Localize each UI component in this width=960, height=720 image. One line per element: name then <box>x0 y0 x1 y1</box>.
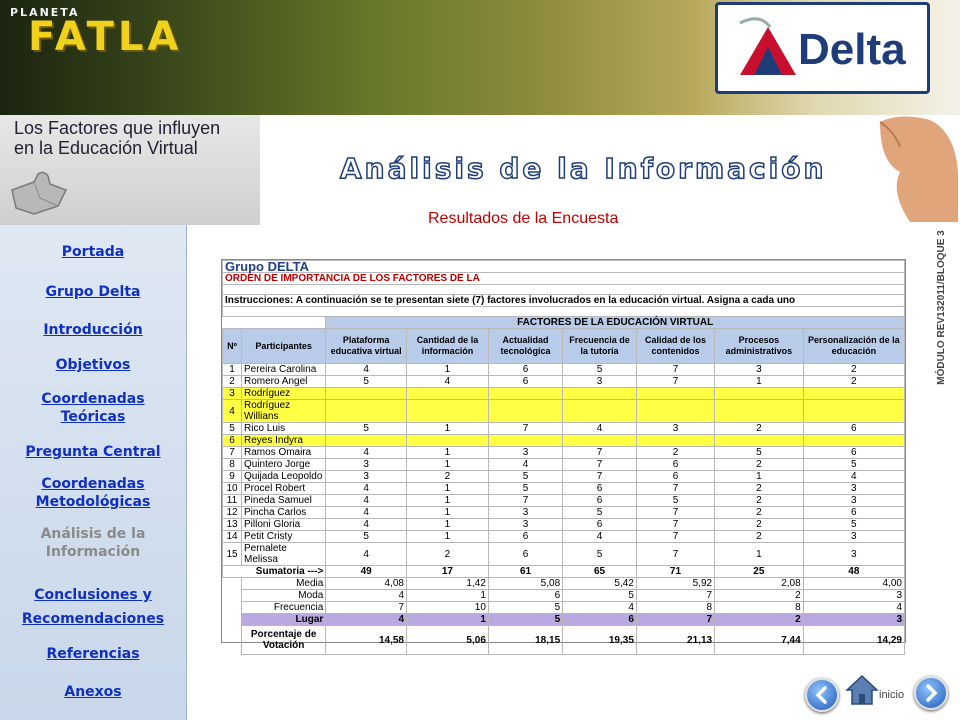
sum-cell: 25 <box>715 566 804 578</box>
percentage-cell: 14,29 <box>803 626 904 655</box>
sum-cell: 61 <box>488 566 562 578</box>
stat-cell: 4,08 <box>326 578 407 590</box>
col-header-no: Nº <box>223 329 242 364</box>
score-cell: 4 <box>326 519 407 531</box>
stat-cell: 1,42 <box>407 578 489 590</box>
score-cell: 3 <box>326 471 407 483</box>
stat-label: Media <box>242 578 326 590</box>
nav-coordenadas-metodologicas[interactable] <box>0 475 186 511</box>
blank-cell <box>223 626 242 655</box>
stat-cell: 1 <box>407 614 489 626</box>
factors-header: FACTORES DE LA EDUCACIÓN VIRTUAL <box>326 317 905 329</box>
participant-row <box>223 364 905 376</box>
score-cell: 7 <box>636 364 714 376</box>
stat-cell: 6 <box>488 590 562 602</box>
participant-name: Pineda Samuel <box>242 495 326 507</box>
col-header-factor: Cantidad de la información <box>407 329 489 364</box>
percentage-label-line: Votación <box>262 640 305 651</box>
score-cell: 6 <box>803 507 904 519</box>
score-cell: 6 <box>636 459 714 471</box>
score-cell: 7 <box>636 531 714 543</box>
score-cell: 6 <box>488 543 562 566</box>
participant-row <box>223 435 905 447</box>
score-cell: 3 <box>488 507 562 519</box>
chevron-right-icon <box>923 684 939 702</box>
participant-row <box>223 519 905 531</box>
participant-name: Pereira Carolina <box>242 364 326 376</box>
score-cell: 4 <box>803 471 904 483</box>
stat-cell: 5,42 <box>563 578 637 590</box>
score-cell: 6 <box>488 364 562 376</box>
stat-cell: 4 <box>326 614 407 626</box>
participant-name: Procel Robert <box>242 483 326 495</box>
nav-coordenadas-teoricas[interactable] <box>0 390 186 426</box>
sum-cell: 17 <box>407 566 489 578</box>
nav-label-line: Teóricas <box>60 409 126 425</box>
score-cell <box>636 435 714 447</box>
score-cell <box>563 388 637 400</box>
score-cell: 7 <box>563 459 637 471</box>
stat-cell: 7 <box>636 614 714 626</box>
stat-cell: 10 <box>407 602 489 614</box>
score-cell: 3 <box>326 459 407 471</box>
percentage-row <box>223 626 905 655</box>
stat-cell: 3 <box>803 614 904 626</box>
score-cell: 3 <box>715 364 804 376</box>
score-cell: 7 <box>636 376 714 388</box>
score-cell: 6 <box>803 423 904 435</box>
stat-cell: 7 <box>326 602 407 614</box>
stat-cell: 5,08 <box>488 578 562 590</box>
score-cell: 1 <box>407 483 489 495</box>
participant-name: Romero Angel <box>242 376 326 388</box>
stat-cell: 4 <box>326 590 407 602</box>
score-cell: 5 <box>803 519 904 531</box>
stat-cell: 4 <box>563 602 637 614</box>
participant-row <box>223 423 905 435</box>
score-cell <box>715 400 804 423</box>
participant-name: Quintero Jorge <box>242 459 326 471</box>
score-cell <box>326 400 407 423</box>
participant-row <box>223 471 905 483</box>
nav-label-line: Recomendaciones <box>21 611 165 627</box>
nav-portada[interactable]: Portada <box>61 244 125 260</box>
score-cell: 3 <box>636 423 714 435</box>
participant-row <box>223 459 905 471</box>
score-cell: 1 <box>407 423 489 435</box>
score-cell: 4 <box>563 423 637 435</box>
score-cell: 2 <box>407 471 489 483</box>
nav-grupo-delta[interactable]: Grupo Delta <box>45 284 141 300</box>
score-cell <box>803 435 904 447</box>
delta-logo-text: Delta <box>798 25 906 74</box>
score-cell: 3 <box>803 543 904 566</box>
score-cell: 1 <box>407 531 489 543</box>
stat-cell: 5 <box>563 590 637 602</box>
score-cell: 5 <box>563 543 637 566</box>
percentage-cell: 19,35 <box>563 626 637 655</box>
score-cell <box>715 388 804 400</box>
row-number: 3 <box>223 388 242 400</box>
percentage-cell: 7,44 <box>715 626 804 655</box>
score-cell: 3 <box>488 519 562 531</box>
sum-label: Sumatoria ---> <box>223 566 326 578</box>
stat-row <box>223 590 905 602</box>
col-header-participants: Participantes <box>242 329 326 364</box>
score-cell: 6 <box>563 483 637 495</box>
score-cell <box>326 388 407 400</box>
score-cell: 5 <box>326 423 407 435</box>
next-button[interactable] <box>914 676 948 710</box>
sum-cell: 65 <box>563 566 637 578</box>
stat-cell: 2 <box>715 590 804 602</box>
row-number: 6 <box>223 435 242 447</box>
score-cell: 2 <box>715 423 804 435</box>
spacer-row <box>223 285 905 295</box>
module-code <box>935 222 958 402</box>
score-cell: 5 <box>715 447 804 459</box>
row-number: 14 <box>223 531 242 543</box>
participant-row <box>223 400 905 423</box>
participant-name: Pernalete Melissa <box>242 543 326 566</box>
row-number: 9 <box>223 471 242 483</box>
score-cell: 2 <box>803 364 904 376</box>
col-header-factor: Personalización de la educación <box>803 329 904 364</box>
stat-cell: 5,92 <box>636 578 714 590</box>
brand-logo: FATLA <box>28 14 183 60</box>
score-cell: 2 <box>715 531 804 543</box>
module-code-text: MÓDULO REV132011/BLOQUE 3 <box>935 230 947 385</box>
score-cell: 2 <box>407 543 489 566</box>
stat-cell: 2,08 <box>715 578 804 590</box>
participant-name: Reyes Indyra <box>242 435 326 447</box>
stat-row <box>223 602 905 614</box>
score-cell: 2 <box>715 459 804 471</box>
score-cell: 4 <box>326 543 407 566</box>
hand-icon <box>870 112 960 222</box>
score-cell: 4 <box>488 459 562 471</box>
participant-row <box>223 388 905 400</box>
score-cell: 1 <box>407 459 489 471</box>
participant-name: Pilloni Gloria <box>242 519 326 531</box>
row-number: 5 <box>223 423 242 435</box>
row-number: 4 <box>223 400 242 423</box>
score-cell: 7 <box>636 483 714 495</box>
percentage-cell: 5,06 <box>407 626 489 655</box>
score-cell: 1 <box>715 376 804 388</box>
home-icon[interactable] <box>845 674 879 706</box>
results-table <box>222 260 905 655</box>
row-number: 2 <box>223 376 242 388</box>
blank-cell <box>223 602 242 614</box>
score-cell <box>563 435 637 447</box>
stat-label: Frecuencia <box>242 602 326 614</box>
stat-cell: 8 <box>715 602 804 614</box>
participant-name: Petit Cristy <box>242 531 326 543</box>
sheet-group-title: Grupo DELTA <box>223 261 905 273</box>
stat-cell: 5 <box>488 614 562 626</box>
nav-label-line: Análisis de la <box>40 526 146 542</box>
score-cell <box>407 388 489 400</box>
home-label[interactable]: inicio <box>879 689 905 701</box>
stat-label: Lugar <box>242 614 326 626</box>
score-cell: 3 <box>803 483 904 495</box>
score-cell: 6 <box>803 447 904 459</box>
sum-cell: 49 <box>326 566 407 578</box>
score-cell: 7 <box>488 495 562 507</box>
participant-row <box>223 376 905 388</box>
score-cell <box>407 400 489 423</box>
score-cell <box>803 388 904 400</box>
stat-cell: 4 <box>803 602 904 614</box>
row-number: 1 <box>223 364 242 376</box>
score-cell: 5 <box>326 376 407 388</box>
page-subtitle: Resultados de la Encuesta <box>428 210 619 227</box>
score-cell: 1 <box>407 507 489 519</box>
score-cell: 7 <box>563 447 637 459</box>
row-number: 15 <box>223 543 242 566</box>
score-cell: 5 <box>803 459 904 471</box>
score-cell: 5 <box>326 531 407 543</box>
score-cell: 6 <box>563 519 637 531</box>
participant-row <box>223 531 905 543</box>
col-header-factor: Plataforma educativa virtual <box>326 329 407 364</box>
score-cell: 4 <box>407 376 489 388</box>
score-cell: 5 <box>488 471 562 483</box>
stat-cell: 2 <box>715 614 804 626</box>
nav-label-line: Información <box>45 544 141 560</box>
score-cell: 4 <box>326 495 407 507</box>
blank-cell <box>223 590 242 602</box>
row-number: 8 <box>223 459 242 471</box>
delta-logo <box>715 2 930 94</box>
sum-cell: 48 <box>803 566 904 578</box>
col-header-factor: Actualidad tecnológica <box>488 329 562 364</box>
puzzle-icon <box>4 170 74 220</box>
nav-label-line: Coordenadas <box>41 391 145 407</box>
course-title-line1: Los Factores que influyen <box>14 118 221 138</box>
score-cell: 6 <box>563 495 637 507</box>
score-cell: 3 <box>563 376 637 388</box>
sheet-instructions: Instrucciones: A continuación se te presentan siete (7) factores involucrados en la educación virtual. Asigna a cada uno <box>223 295 905 307</box>
score-cell: 1 <box>407 364 489 376</box>
nav-conclusiones[interactable] <box>0 583 186 631</box>
participant-name: Ramos Omaira <box>242 447 326 459</box>
stat-cell: 1 <box>407 590 489 602</box>
score-cell: 2 <box>715 495 804 507</box>
score-cell: 3 <box>488 447 562 459</box>
row-number: 10 <box>223 483 242 495</box>
score-cell: 4 <box>326 364 407 376</box>
nav-label-line: Coordenadas <box>41 476 145 492</box>
nav-objetivos[interactable]: Objetivos <box>55 357 131 373</box>
row-number: 11 <box>223 495 242 507</box>
participant-name: Rodríguez <box>242 388 326 400</box>
sheet-heading: ORDEN DE IMPORTANCIA DE LOS FACTORES DE LA <box>223 273 905 285</box>
score-cell: 5 <box>488 483 562 495</box>
nav-referencias[interactable]: Referencias <box>46 646 140 662</box>
nav-introduccion[interactable]: Introducción <box>43 322 143 338</box>
score-cell: 1 <box>715 543 804 566</box>
score-cell: 7 <box>636 507 714 519</box>
score-cell <box>636 388 714 400</box>
score-cell <box>488 388 562 400</box>
score-cell: 6 <box>488 376 562 388</box>
score-cell: 2 <box>803 376 904 388</box>
participant-name: Pincha Carlos <box>242 507 326 519</box>
score-cell: 1 <box>407 519 489 531</box>
score-cell: 5 <box>636 495 714 507</box>
score-cell: 4 <box>326 483 407 495</box>
col-header-factor: Frecuencia de la tutoría <box>563 329 637 364</box>
participant-row <box>223 495 905 507</box>
participant-row <box>223 543 905 566</box>
stat-cell: 6 <box>563 614 637 626</box>
participant-name: Rico Luis <box>242 423 326 435</box>
score-cell: 1 <box>407 447 489 459</box>
percentage-label <box>242 626 326 655</box>
col-header-factor: Procesos administrativos <box>715 329 804 364</box>
score-cell <box>803 400 904 423</box>
stat-cell: 5 <box>488 602 562 614</box>
score-cell: 7 <box>636 543 714 566</box>
spacer-row <box>223 307 905 317</box>
stat-cell: 8 <box>636 602 714 614</box>
score-cell: 7 <box>563 471 637 483</box>
score-cell <box>563 400 637 423</box>
score-cell: 3 <box>803 531 904 543</box>
participant-row <box>223 483 905 495</box>
stat-cell: 4,00 <box>803 578 904 590</box>
row-number: 12 <box>223 507 242 519</box>
chevron-left-icon <box>814 686 830 704</box>
stat-cell: 7 <box>636 590 714 602</box>
percentage-label-line: Porcentaje de <box>250 629 317 640</box>
stat-row <box>223 578 905 590</box>
score-cell <box>636 400 714 423</box>
score-cell: 3 <box>803 495 904 507</box>
percentage-cell: 18,15 <box>488 626 562 655</box>
results-spreadsheet <box>221 259 906 651</box>
course-title-line2: en la Educación Virtual <box>14 138 198 158</box>
delta-triangle-icon <box>730 17 800 81</box>
score-cell: 5 <box>563 364 637 376</box>
stat-cell: 3 <box>803 590 904 602</box>
participant-name: Quijada Leopoldo <box>242 471 326 483</box>
percentage-cell: 21,13 <box>636 626 714 655</box>
sum-row <box>223 566 905 578</box>
score-cell: 7 <box>636 519 714 531</box>
participant-name: Rodríguez Willians <box>242 400 326 423</box>
percentage-cell: 14,58 <box>326 626 407 655</box>
score-cell: 4 <box>326 507 407 519</box>
stat-label: Moda <box>242 590 326 602</box>
nav-analisis-current <box>0 525 186 561</box>
score-cell: 4 <box>563 531 637 543</box>
blank-cell <box>223 578 242 590</box>
blank-cell <box>223 614 242 626</box>
participant-row <box>223 507 905 519</box>
score-cell <box>488 400 562 423</box>
score-cell <box>407 435 489 447</box>
score-cell: 2 <box>636 447 714 459</box>
score-cell <box>326 435 407 447</box>
stat-row <box>223 614 905 626</box>
nav-pregunta-central[interactable]: Pregunta Central <box>25 444 161 460</box>
score-cell: 2 <box>715 519 804 531</box>
score-cell: 2 <box>715 483 804 495</box>
row-number: 13 <box>223 519 242 531</box>
col-header-factor: Calidad de los contenidos <box>636 329 714 364</box>
score-cell: 5 <box>563 507 637 519</box>
participant-row <box>223 447 905 459</box>
blank-cell <box>223 317 326 329</box>
sum-cell: 71 <box>636 566 714 578</box>
score-cell <box>715 435 804 447</box>
nav-label-line: Metodológicas <box>35 494 151 510</box>
row-number: 7 <box>223 447 242 459</box>
brand-small: PLANETA <box>10 6 80 19</box>
score-cell: 1 <box>407 495 489 507</box>
score-cell: 6 <box>636 471 714 483</box>
page-title: Análisis de la Información <box>340 152 827 185</box>
score-cell: 6 <box>488 531 562 543</box>
score-cell <box>488 435 562 447</box>
score-cell: 7 <box>488 423 562 435</box>
score-cell: 2 <box>715 507 804 519</box>
prev-button[interactable] <box>805 678 839 712</box>
score-cell: 4 <box>326 447 407 459</box>
score-cell: 1 <box>715 471 804 483</box>
nav-label-line: Conclusiones y <box>34 587 152 603</box>
nav-anexos[interactable]: Anexos <box>64 684 122 700</box>
